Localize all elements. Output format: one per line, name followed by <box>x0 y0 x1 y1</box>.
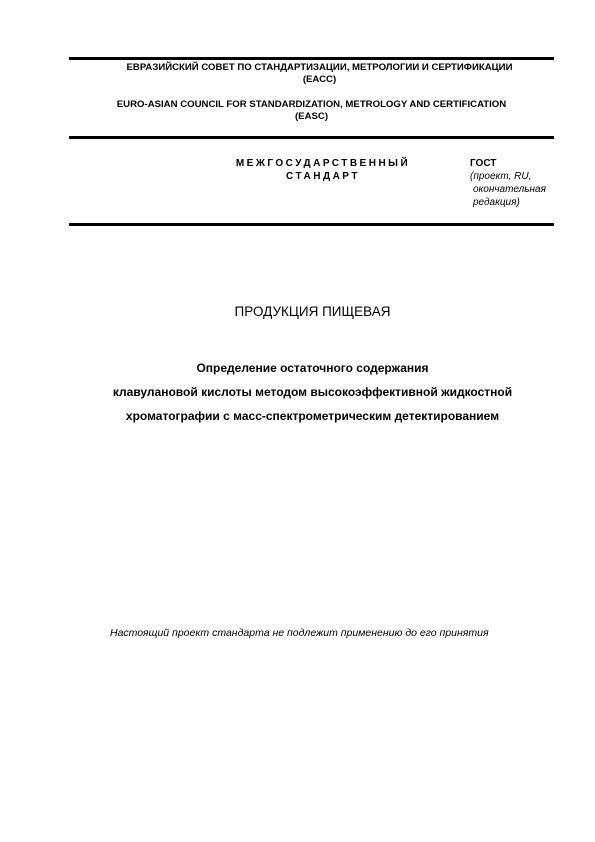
standard-type-line1: МЕЖГОСУДАРСТВЕННЫЙ <box>235 158 411 169</box>
subtitle-line2: клавулановой кислоты методом высокоэффективной жидкостной <box>112 385 513 399</box>
council-name-en <box>69 99 554 123</box>
document-title: ПРОДУКЦИЯ ПИЩЕВАЯ <box>234 304 391 319</box>
council-name-en-text: EURO-ASIAN COUNCIL FOR STANDARDIZATION, METROLOGY AND CERTIFICATION <box>116 99 507 110</box>
draft-notice: Настоящий проект стандарта не подлежит применению до его принятия <box>110 627 489 639</box>
bottom-rule <box>69 223 554 226</box>
subtitle-line3: хроматографии с масс-спектрометрическим детектированием <box>125 409 500 423</box>
council-abbr-ru: (ЕАСС) <box>302 74 337 85</box>
status-line2: окончательная <box>473 184 546 195</box>
council-name-ru-text: ЕВРАЗИЙСКИЙ СОВЕТ ПО СТАНДАРТИЗАЦИИ, МЕТРОЛОГИИ И СЕРТИФИКАЦИИ <box>126 62 513 73</box>
standard-type-line2: СТАНДАРТ <box>286 171 360 182</box>
middle-rule <box>69 136 554 139</box>
document-subtitle <box>0 356 595 428</box>
status-line1: (проект, RU, <box>470 171 532 182</box>
standard-designation-block <box>470 157 560 209</box>
subtitle-line1: Определение остаточного содержания <box>196 361 429 375</box>
council-name-ru <box>69 62 554 86</box>
status-line3: редакция) <box>473 197 520 208</box>
standard-type <box>218 157 428 183</box>
standard-designation: ГОСТ <box>470 158 497 169</box>
top-rule <box>69 57 554 60</box>
council-abbr-en: (EASC) <box>294 111 329 122</box>
